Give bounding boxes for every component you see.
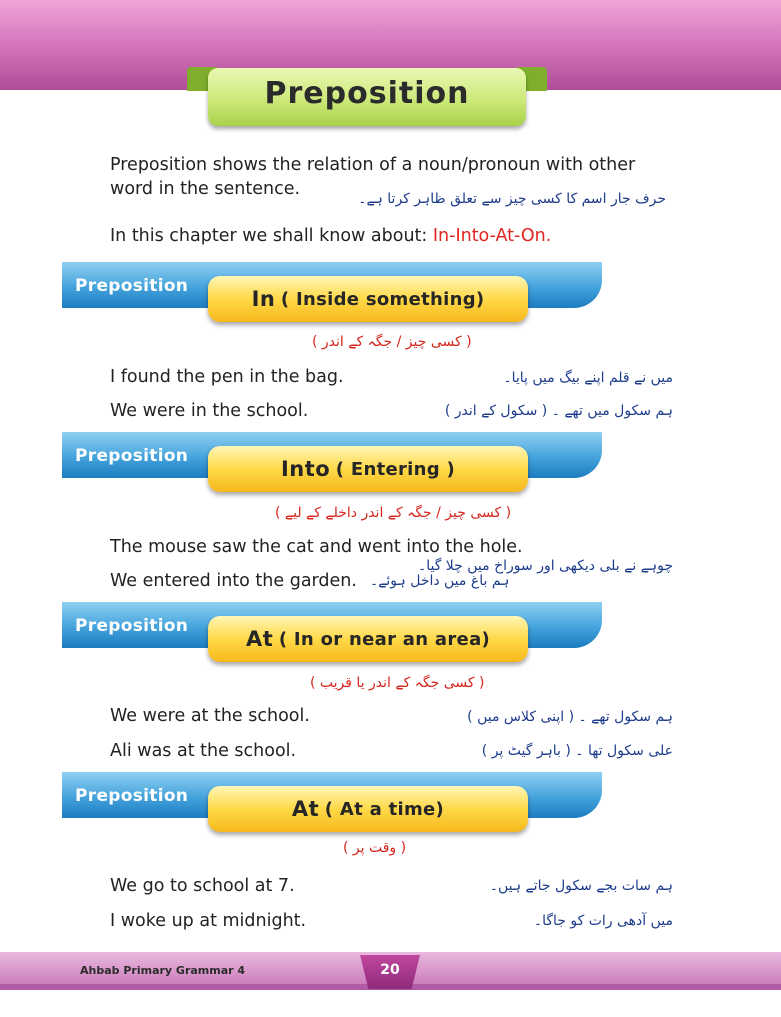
urdu-meaning-at-area: ( کسی جگہ کے اندر یا قریب ) [310, 675, 485, 691]
urdu-meaning-into: ( کسی چیز / جگہ کے اندر داخلے کے لیے ) [275, 505, 512, 521]
preposition-pill-in [208, 276, 528, 322]
preposition-word: Into [280, 457, 331, 481]
page-title: Preposition [264, 76, 470, 111]
chapter-topics: In-Into-At-On. [432, 226, 552, 246]
example-en: The mouse saw the cat and went into the hole. [110, 537, 523, 557]
book-title: Ahbab Primary Grammar 4 [80, 964, 246, 977]
example-en: I found the pen in the bag. [110, 367, 344, 387]
section-label-at-time: Preposition [75, 786, 189, 806]
example-ur: ہم سات بجے سکول جاتے ہیں۔ [489, 878, 673, 894]
preposition-meaning: ( Entering ) [335, 458, 456, 480]
section-label-in: Preposition [75, 276, 189, 296]
preposition-pill-at-time [208, 786, 528, 832]
chapter-intro [110, 226, 551, 246]
example-en: Ali was at the school. [110, 741, 297, 761]
preposition-pill-into [208, 446, 528, 492]
example-en: We were in the school. [110, 401, 309, 421]
page-number: 20 [380, 962, 400, 978]
example-ur: میں آدھی رات کو جاگا۔ [533, 913, 673, 929]
example-ur: ہم باغ میں داخل ہوئے۔ [370, 573, 510, 589]
intro-urdu: حرف جار اسم کا کسی چیز سے تعلق ظاہر کرتا ہے۔ [358, 191, 666, 207]
intro-line-2: word in the sentence. [110, 179, 301, 199]
section-label-into: Preposition [75, 446, 189, 466]
preposition-meaning: ( In or near an area) [278, 628, 491, 650]
preposition-word: In [251, 287, 276, 311]
preposition-meaning: ( Inside something) [280, 288, 485, 310]
preposition-meaning: ( At a time) [324, 798, 445, 820]
intro-line-1: Preposition shows the relation of a noun/pronoun with other [110, 155, 636, 175]
example-en: We were at the school. [110, 706, 310, 726]
example-en: We entered into the garden. [110, 571, 357, 591]
example-ur: ہم سکول تھے ۔ ( اپنی کلاس میں ) [467, 709, 673, 725]
preposition-pill-at-area [208, 616, 528, 662]
example-ur: چوہے نے بلی دیکھی اور سوراخ میں چلا گیا۔ [418, 558, 673, 574]
urdu-meaning-in: ( کسی چیز / جگہ کے اندر ) [312, 334, 472, 350]
section-label-at-area: Preposition [75, 616, 189, 636]
example-ur: ہم سکول میں تھے ۔ ( سکول کے اندر ) [444, 403, 673, 419]
example-en: We go to school at 7. [110, 876, 295, 896]
example-ur: میں نے قلم اپنے بیگ میں پایا۔ [503, 370, 673, 386]
example-ur: علی سکول تھا ۔ ( باہر گیٹ پر ) [481, 743, 673, 759]
chapter-intro-text: In this chapter we shall know about: [110, 226, 433, 246]
example-en: I woke up at midnight. [110, 911, 307, 931]
preposition-word: At [245, 627, 274, 651]
urdu-meaning-at-time: ( وقت پر ) [343, 840, 407, 856]
preposition-word: At [291, 797, 320, 821]
